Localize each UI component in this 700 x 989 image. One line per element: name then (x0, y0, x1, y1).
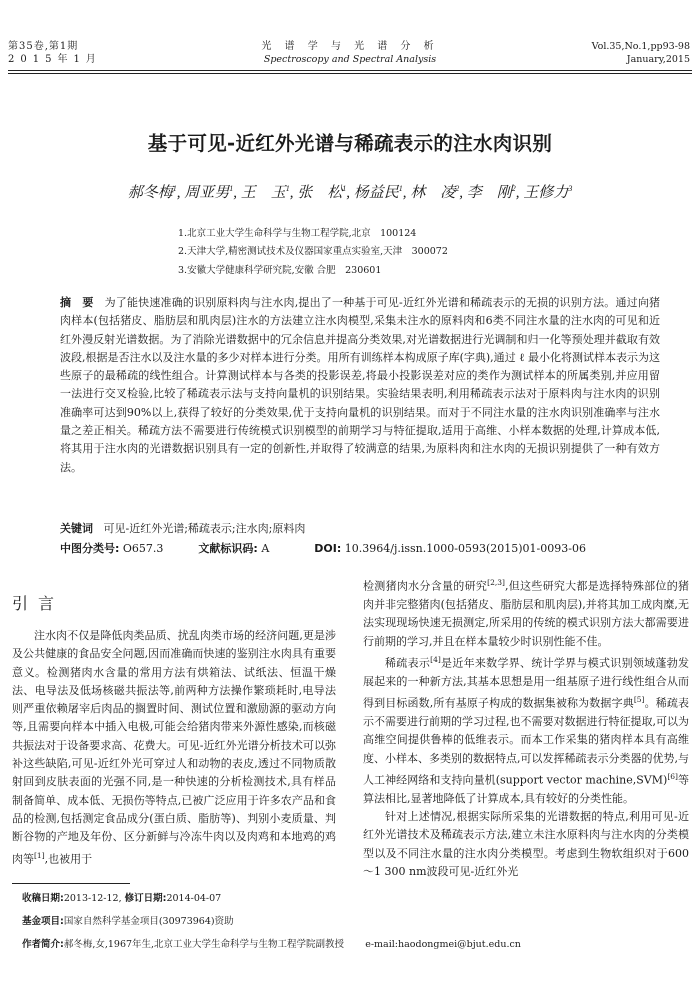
issue-date-en: January,2015 (626, 54, 690, 65)
author: 林 凌$^2$ (410, 184, 460, 201)
citation[interactable]: [5] (633, 695, 645, 705)
citation[interactable]: [1] (34, 850, 45, 860)
author: 张 松$^1$ (297, 184, 347, 201)
class-number-label: 中图分类号: (60, 542, 120, 555)
paragraph: 检测猪肉水分含量的研究[2,3],但这些研究大都是选择特殊部位的猪肉并非完整猪肉(包括猪皮、脂肪层和肌肉层),并将其加工成肉糜,无法实现现场快速无损测定,所采用的传统的模式识别方法大都需要进行前期的学习,并且在样本量较少时识别性能不佳。 (363, 578, 690, 648)
citation[interactable]: [2,3] (487, 578, 505, 587)
author: 郝冬梅$^1$ (127, 184, 177, 201)
header-rule-bottom (8, 73, 692, 74)
author: 杨益民$^1$ (353, 184, 403, 201)
author: 李 刚$^2$ (466, 184, 516, 201)
author-bio-label: 作者简介: (22, 939, 64, 950)
journal-name-en: Spectroscopy and Spectral Analysis (263, 54, 437, 65)
abstract-label: 摘 要 (60, 296, 94, 309)
document-code-label: 文献标识码: (198, 542, 258, 555)
affiliation: 2.天津大学,精密测试技术及仪器国家重点实验室,天津 300072 (178, 246, 448, 258)
issue-date: 2015年1月 (8, 54, 102, 65)
author: 周亚男$^1$ (184, 184, 234, 201)
affiliation: 1.北京工业大学生命科学与生物工程学院,北京 100124 (178, 228, 417, 239)
keywords (60, 520, 305, 536)
document-code-value: A (261, 542, 270, 555)
doi-label: DOI: (314, 542, 342, 555)
class-number-value: O657.3 (122, 542, 164, 555)
journal-name-cn: 光 谱 学 与 光 谱 分 析 (261, 41, 439, 52)
header-rule-top (8, 70, 692, 71)
footnote-dates: 收稿日期:2013-12-12, 修订日期:2014-04-07 (22, 893, 222, 904)
paragraph: 针对上述情况,根据实际所采集的光谱数据的特点,利用可见-近红外光谱技术及稀疏表示方法,建立未注水原料肉与注水肉的分类模型以及不同注水量的注水肉分类模型。考虑到生物软组织对于600～1 300 nm波段可见-近红外光 (363, 810, 689, 879)
classification-line (60, 540, 680, 556)
abstract (60, 294, 660, 477)
author: 王修力$^3$ (523, 184, 573, 201)
keywords-text: 可见-近红外光谱;稀疏表示;注水肉;原料肉 (103, 522, 306, 535)
paper-title: 基于可见-近红外光谱与稀疏表示的注水肉识别 (147, 132, 553, 155)
received-label: 收稿日期: (22, 893, 64, 904)
footnote-rule (12, 883, 130, 884)
author-email[interactable]: e-mail:haodongmei@bjut.edu.cn (365, 939, 521, 950)
volume-pages-en: Vol.35,No.1,pp93-98 (591, 41, 690, 52)
affiliations (178, 225, 448, 280)
citation[interactable]: [6] (667, 771, 678, 781)
left-column (12, 627, 336, 869)
author: 王 玉$^1$ (240, 184, 290, 201)
keywords-label: 关键词 (60, 522, 93, 535)
affiliation: 3.安徽大学健康科学研究院,安徽 合肥 230601 (178, 264, 382, 276)
footnote-funding: 基金项目:国家自然科学基金项目(30973964)资助 (22, 916, 234, 927)
abstract-text: 为了能快速准确的识别原料肉与注水肉,提出了一种基于可见-近红外光谱和稀疏表示的无损的识别方法。通过向猪肉样本(包括猪皮、脂肪层和肌肉层)注水的方法建立注水肉模型,采集未注水的原料肉和6类不同注水量的注水肉的可见和近红外漫反射光谱数据。为了消除光谱数据中的冗余信息并提高分类效果,对光谱数据进行光调制和归一化等预处理并截取有效波段,根据是否注水以及注水量的多少对样本进行分类。用所有训练样本构成原子库(字典),通过 ℓ 最小化将测试样本表示为这些原子的最稀疏的线性组合。计算测试样本与各类的投影误差,将最小投影误差对应的类作为测试样本的所属类别,并应用留一法进行交叉检验,比较了稀疏表示法与支持向量机的识别结果。实验结果表明,利用稀疏表示法对于原料肉与注水肉的识别准确率可达到90%以上,获得了较好的分类效果,优于支持向量机的识别结果。而对于不同注水量的注水肉识别准确率与注水量之差正相关。稀疏方法不需要进行传统模式识别模型的前期学习与特征提取,适用于高维、小样本数据的处理,计算成本低,将其用于注水肉的光谱数据识别具有一定的创新性,并取得了较满意的结果,为原料肉和注水肉的无损识别提供了一种有效方法。 (60, 296, 660, 474)
doi-value: 10.3964/j.issn.1000-0593(2015)01-0093-06 (344, 542, 586, 555)
fund-label: 基金项目: (22, 916, 64, 927)
author-list: 郝冬梅$^1$, 周亚男$^1$, 王 玉$^1$, 张 松$^1$, 杨益民$^1$, 林 凌$^2$, 李 刚$^2$, 王修力$^3$ (127, 184, 573, 201)
paragraph: 注水肉不仅是降低肉类品质、扰乱肉类市场的经济问题,更是涉及公共健康的食品安全问题,因而准确而快速的鉴别注水肉具有重要意义。检测猪肉水含量的常用方法有烘箱法、试纸法、恒温干燥法、电导法及低场核磁共振法等,前两种方法操作繁琐耗时,电导法则严重依赖屠宰后肉品的搁置时间、测试位置和激励源的驱动方向等,且需要向样本中插入电极,可能会给猪肉带来外源性感染,而核磁共振法对于设备要求高、花费大。可见-近红外光谱分析技术可以弥补这些缺陷,可见-近红外光可穿过人和动物的表皮,透过不同物质散射回到皮肤表面的光强不同,是一种快速的分析检测技术,具有样品制备简单、成本低、无损伤等特点,已被广泛应用于许多农产品和食品的检测,包括测定食品成分(蛋白质、脂肪等)、判别小麦质量、判断谷物的产地及年份、区分新鲜与冷冻牛肉以及肉鸡和本地鸡的鸡肉等[1],也被用于 (12, 629, 336, 866)
footnote-author: 作者简介:郝冬梅,女,1967年生,北京工业大学生命科学与生物工程学院副教授 e-mail:haodongmei@bjut.edu.cn (22, 939, 521, 950)
right-column (363, 574, 689, 881)
revised-label: 修订日期: (124, 893, 167, 904)
citation[interactable]: [4] (430, 654, 441, 664)
volume-issue: 第35卷,第1期 (8, 41, 79, 52)
journal-issue-info-en (592, 40, 690, 66)
paragraph: 稀疏表示[4]是近年来数学界、统计学界与模式识别领域蓬勃发展起来的一种新方法,其基本思想是用一组基原子进行线性组合从而得到目标函数,所有基原子构成的数据集被称为数据字典[5]。稀疏表示不需要进行前期的学习过程,也不需要对数据进行特征提取,可以为高维空间提供鲁棒的低维表示。而本工作采集的猪肉样本具有高维度、小样本、多类别的数据特点,可以发挥稀疏表示分类器的优势,与人工神经网络和支持向量机(support vector machine,SVM)[6]等算法相比,显著地降低了计算成本,具有较好的分类性能。 (363, 654, 690, 805)
section-heading-introduction: 引言 (12, 594, 65, 613)
